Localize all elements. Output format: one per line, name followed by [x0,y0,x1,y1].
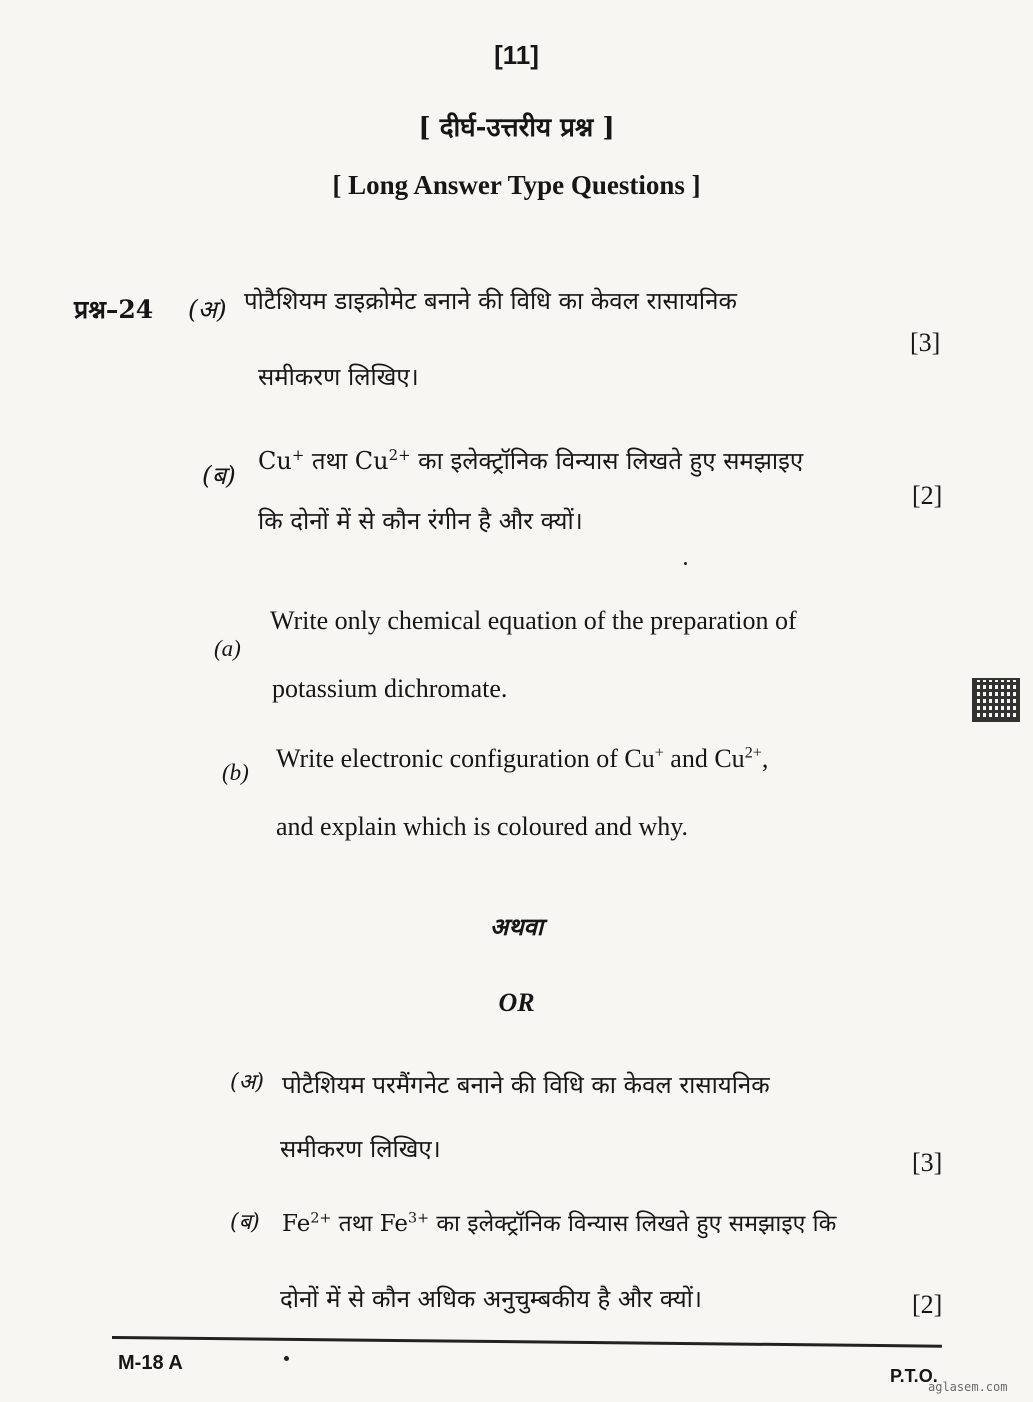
alt-marks-a: [3] [912,1148,943,1177]
hindi-part-b-label: (ब) [202,461,236,490]
qr-code-icon [972,678,1020,722]
paper-code: M-18 A [118,1352,183,1374]
hindi-part-b-line2: कि दोनों में से कौन रंगीन है और क्यों। [258,507,583,535]
cu-symbol: Cu [258,447,292,475]
english-part-b-line1 [276,744,768,774]
en-cu-charge-1: + [654,744,664,762]
alt-part-a-line2: समीकरण लिखिए। [280,1135,441,1163]
hindi-part-a-line2: समीकरण लिखिए। [258,363,419,391]
english-part-a-line2: potassium dichromate. [272,674,508,703]
cu-charge-1: + [291,446,305,464]
alt-part-a-line1: पोटैशियम परमैंगनेट बनाने की विधि का केवल रासायनिक [282,1071,770,1099]
hindi-part-b-line1-rest: का इलेक्ट्रॉनिक विन्यास लिखते हुए समझाइए [410,447,804,475]
alt-part-b-line2: दोनों में से कौन अधिक अनुचुम्बकीय है और क्यों। [280,1285,702,1313]
fe-charge-2: 3+ [408,1210,430,1227]
marks-part-a: [3] [910,328,941,357]
alt-part-a-label: (अ) [230,1070,264,1095]
alt-part-b-label: (ब) [230,1210,260,1235]
english-part-a-line1: Write only chemical equation of the preparation of [270,606,797,635]
or-english: OR [498,988,535,1017]
speck [284,1356,289,1361]
english-part-b-line2: and explain which is coloured and why. [276,812,689,841]
english-part-a-label: (a) [214,636,241,661]
alt-part-b-line1 [282,1206,836,1238]
en-comma: , [761,744,769,773]
footer-rule [112,1336,942,1348]
fe2-symbol: तथा Fe [331,1211,409,1237]
cu2-symbol: तथा Cu [304,447,389,475]
pto-label: P.T.O. [890,1366,938,1386]
marks-part-b: [2] [912,481,943,510]
alt-part-b-line1-rest: का इलेक्ट्रॉनिक विन्यास लिखते हुए समझाइए कि [429,1211,837,1237]
alt-marks-b: [2] [912,1290,943,1319]
or-hindi: अथवा [489,912,544,941]
heading-english: [ Long Answer Type Questions ] [332,170,701,200]
watermark: aglasem.com [928,1380,1008,1394]
question-number: प्रश्न–24 [74,295,154,324]
hindi-part-a-label: (अ) [188,295,227,324]
speck [684,562,687,565]
hindi-part-a-line1: पोटैशियम डाइक्रोमेट बनाने की विधि का केवल रासायनिक [244,287,737,315]
fe-charge-1: 2+ [310,1210,332,1227]
en-cu-text: Write electronic configuration of Cu [276,744,655,773]
heading-hindi: [ दीर्घ-उत्तरीय प्रश्न ] [418,113,615,143]
english-part-b-label: (b) [222,760,249,785]
fe-symbol: Fe [282,1211,311,1237]
hindi-part-b-line1 [258,444,803,477]
cu-charge-2: 2+ [388,446,411,464]
page-number: [11] [494,40,539,70]
en-cu2-text: and Cu [663,744,745,773]
en-cu-charge-2: 2+ [744,744,762,762]
